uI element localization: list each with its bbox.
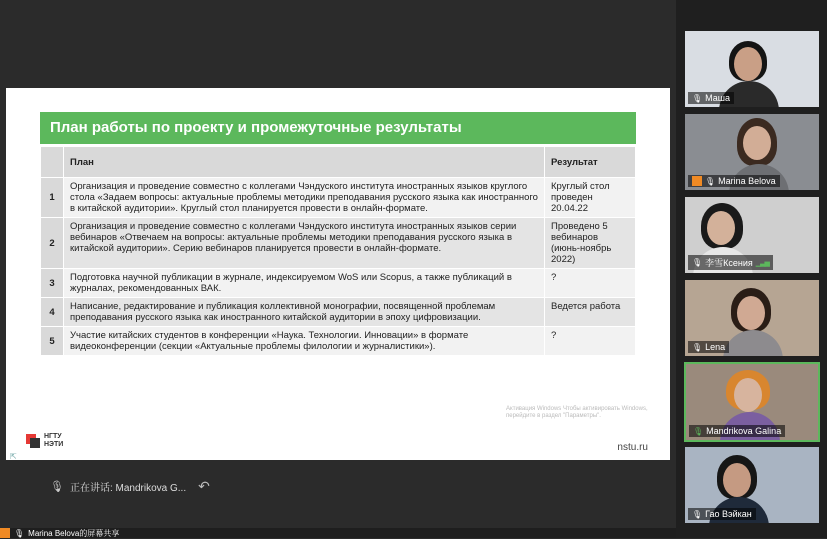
- row-number: 1: [41, 178, 64, 218]
- windows-activation-watermark: Активация Windows Чтобы активировать Windows, перейдите в раздел "Параметры".: [506, 406, 648, 419]
- participants-panel: [676, 0, 827, 538]
- participant-face: [743, 126, 771, 160]
- participant-face: [723, 463, 751, 497]
- row-number: 5: [41, 327, 64, 356]
- header-plan: План: [64, 147, 545, 178]
- participant-name-label: [688, 341, 729, 353]
- row-number: 4: [41, 298, 64, 327]
- logo-line-1: НГТУ: [44, 433, 62, 440]
- participant-name: Marina Belova: [718, 176, 776, 186]
- microphone-icon: 🎙: [705, 176, 716, 186]
- screen-share-label: Marina Belova的屏幕共享: [28, 528, 120, 538]
- screen-share-bar: [0, 528, 676, 538]
- participant-face: [734, 47, 762, 81]
- slide-title: План работы по проекту и промежуточные результаты: [40, 112, 636, 144]
- participant-face: [737, 296, 765, 330]
- participant-name-label: [689, 425, 785, 437]
- participant-name: Гао Вэйкан: [705, 509, 752, 519]
- row-result: Круглый стол проведен 20.04.22: [545, 178, 636, 218]
- nstu-logo: [26, 433, 63, 449]
- signal-strength-icon: ▁▃▅: [755, 259, 769, 267]
- mic-small-icon: 🎙: [14, 528, 25, 538]
- header-num: [41, 147, 64, 178]
- row-result: ?: [545, 269, 636, 298]
- participant-tile[interactable]: [684, 30, 820, 108]
- table-row: [41, 218, 636, 269]
- participant-name: Маша: [705, 93, 730, 103]
- table-row: [41, 327, 636, 356]
- active-speaker-label: 正在讲话: Mandrikova G...: [69, 483, 187, 494]
- participant-tile[interactable]: [684, 446, 820, 524]
- participant-name-label: [688, 175, 780, 187]
- table-row: [41, 269, 636, 298]
- microphone-icon: 🎙: [692, 93, 703, 103]
- table-row: [41, 178, 636, 218]
- row-result: Проведено 5 вебинаров (июнь-ноябрь 2022): [545, 218, 636, 269]
- plan-table: [40, 146, 636, 356]
- participant-name-label: [688, 508, 756, 520]
- microphone-icon: 🎙: [50, 481, 64, 493]
- participant-tile[interactable]: [684, 113, 820, 191]
- participant-name: Lena: [705, 342, 726, 352]
- presentation-slide: [6, 88, 670, 460]
- back-arrow-icon[interactable]: ↶: [198, 478, 210, 494]
- active-speaker-indicator: [50, 478, 210, 495]
- row-plan: Организация и проведение совместно с коллегами Чэндуского института иностранных языков круглого стола «Задаем вопросы: актуальные проблемы методики преподавания русского языка как иностранного в китайской аудитории». Круглый стол планируется провести в онлайн-формате.: [64, 178, 545, 218]
- slide-control-icon[interactable]: ⇱: [10, 452, 17, 461]
- participant-name-label: [688, 92, 734, 104]
- participant-tile[interactable]: [684, 196, 820, 274]
- participant-tile-active[interactable]: [684, 362, 820, 442]
- participant-tile[interactable]: [684, 279, 820, 357]
- share-status-icon: [0, 528, 10, 538]
- row-number: 2: [41, 218, 64, 269]
- participant-face: [707, 211, 735, 245]
- microphone-icon: 🎙: [693, 426, 704, 436]
- participant-name: Mandrikova Galina: [706, 426, 782, 436]
- nstu-logo-icon: [26, 434, 40, 448]
- microphone-muted-icon: 🎙: [692, 509, 703, 519]
- header-result: Результат: [545, 147, 636, 178]
- table-row: [41, 298, 636, 327]
- participant-name-label: [688, 255, 773, 270]
- row-plan: Участие китайских студентов в конференции «Наука. Технологии. Инновации» в формате видеоконференции (секции «Актуальные проблемы филологии и журналистики»).: [64, 327, 545, 356]
- row-number: 3: [41, 269, 64, 298]
- row-result: ?: [545, 327, 636, 356]
- participant-name: 李雪Ксения: [705, 258, 753, 268]
- host-icon: [692, 176, 702, 186]
- row-result: Ведется работа: [545, 298, 636, 327]
- site-url: nstu.ru: [617, 442, 648, 453]
- row-plan: Подготовка научной публикации в журнале, индексируемом WoS или Scopus, а также публикаций в журналах, рекомендованных ВАК.: [64, 269, 545, 298]
- microphone-muted-icon: 🎙: [692, 258, 703, 267]
- participant-face: [734, 378, 762, 412]
- logo-line-2: НЭТИ: [44, 441, 64, 448]
- microphone-muted-icon: 🎙: [692, 342, 703, 352]
- row-plan: Организация и проведение совместно с коллегами Чэндуского института иностранных языков серии вебинаров «Отвечаем на вопросы: актуальные проблемы методики преподавания русского языка в китайской аудитории». Серию вебинаров планируется провести в онлайн-формате.: [64, 218, 545, 269]
- row-plan: Написание, редактирование и публикация коллективной монографии, посвященной проблемам преподавания русского языка как иностранного китайской аудитории в эпоху цифровизации.: [64, 298, 545, 327]
